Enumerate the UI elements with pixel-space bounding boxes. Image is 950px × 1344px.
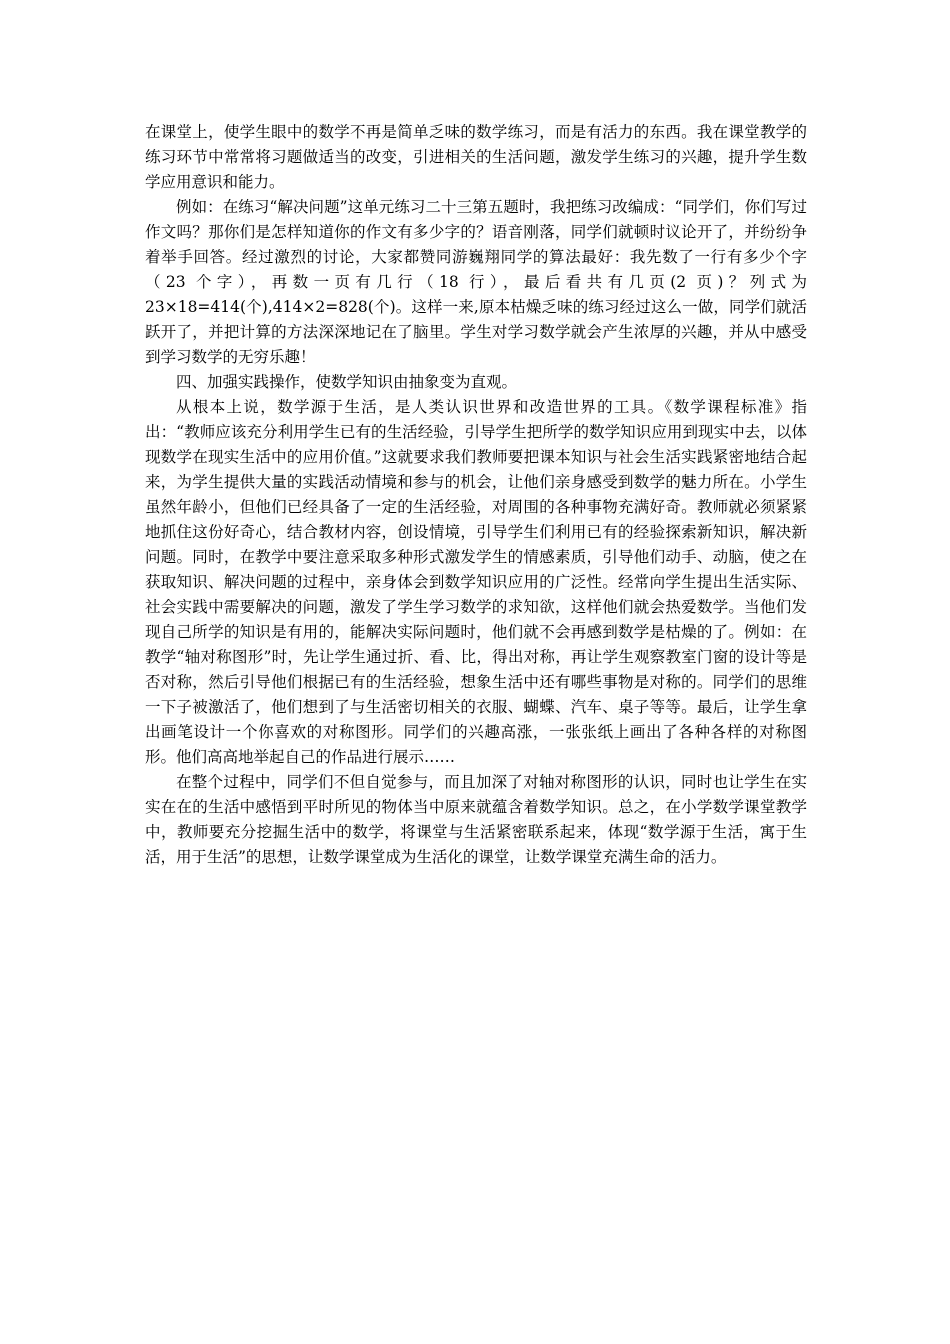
paragraph-example-composition: 例如：在练习“解决问题”这单元练习二十三第五题时，我把练习改编成：“同学们，你们写过作文吗？那你们是怎样知道你的作文有多少字的？语音刚落，同学们就顿时议论开了，并纷纷争着举手回答。经过激烈的讨论，大家都赞同游巍翔同学的算法最好：我先数了一行有多少个字（23 个字），再数一页有几行（18 行），最后看共有几页(2 页)？列式为 23×18=414(个),414×2=828(个)。这样一来,原本枯燥乏味的练习经过这么一做，同学们就活跃开了，并把计算的方法深深地记在了脑里。学生对学习数学就会产生浓厚的兴趣，并从中感受到学习数学的无穷乐趣！ xyxy=(145,198,807,366)
document-body xyxy=(145,120,807,870)
paragraph-intro: 在课堂上，使学生眼中的数学不再是简单乏味的数学练习，而是有活力的东西。我在课堂教学的练习环节中常常将习题做适当的改变，引进相关的生活问题，激发学生练习的兴趣，提升学生数学应用意识和能力。 xyxy=(145,123,807,191)
paragraph-conclusion: 在整个过程中，同学们不但自觉参与，而且加深了对轴对称图形的认识，同时也让学生在实实在在的生活中感悟到平时所见的物体当中原来就蕴含着数学知识。总之，在小学数学课堂教学中，教师要充分挖掘生活中的数学，将课堂与生活紧密联系起来，体现“数学源于生活，寓于生活，用于生活”的思想，让数学课堂成为生活化的课堂，让数学课堂充满生命的活力。 xyxy=(145,773,807,866)
paragraph-math-from-life: 从根本上说，数学源于生活，是人类认识世界和改造世界的工具。《数学课程标准》指出：“教师应该充分利用学生已有的生活经验，引导学生把所学的数学知识应用到现实中去，以体现数学在现实生活中的应用价值。”这就要求我们教师要把课本知识与社会生活实践紧密地结合起来，为学生提供大量的实践活动情境和参与的机会，让他们亲身感受到数学的魅力所在。小学生虽然年龄小，但他们已经具备了一定的生活经验，对周围的各种事物充满好奇。教师就必须紧紧地抓住这份好奇心，结合教材内容，创设情境，引导学生们利用已有的经验探索新知识，解决新问题。同时，在教学中要注意采取多种形式激发学生的情感素质，引导他们动手、动脑，使之在获取知识、解决问题的过程中，亲身体会到数学知识应用的广泛性。经常向学生提出生活实际、社会实践中需要解决的问题，激发了学生学习数学的求知欲，这样他们就会热爱数学。当他们发现自己所学的知识是有用的，能解决实际问题时，他们就不会再感到数学是枯燥的了。例如：在教学“轴对称图形”时，先让学生通过折、看、比，得出对称，再让学生观察教室门窗的设计等是否对称，然后引导他们根据已有的生活经验，想象生活中还有哪些事物是对称的。同学们的思维一下子被激活了，他们想到了与生活密切相关的衣服、蝴蝶、汽车、桌子等等。最后，让学生拿出画笔设计一个你喜欢的对称图形。同学们的兴趣高涨，一张张纸上画出了各种各样的对称图形。他们高高地举起自己的作品进行展示…… xyxy=(145,398,807,766)
section-heading-practice: 四、加强实践操作，使数学知识由抽象变为直观。 xyxy=(176,373,518,391)
